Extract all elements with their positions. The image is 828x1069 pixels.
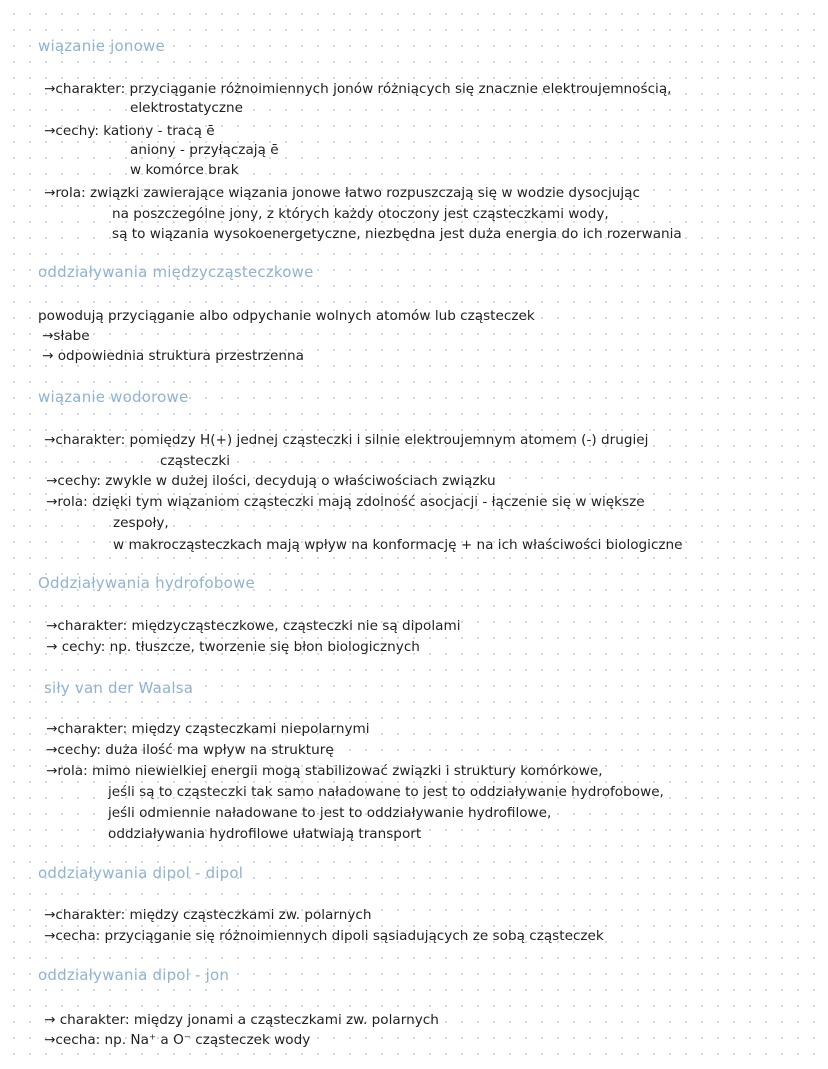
text-line: →cechy: duża ilość ma wpływ na strukturę bbox=[46, 742, 334, 758]
text-line: jeśli odmiennie naładowane to jest to oddziaływanie hydrofilowe, bbox=[108, 805, 552, 821]
text-line: →cecha: np. Na⁺ a O⁻ cząsteczek wody bbox=[44, 1032, 311, 1048]
heading-wiazanie-wodorowe: wiązanie wodorowe bbox=[38, 388, 189, 406]
text-line: →charakter: między cząsteczkami niepolarnymi bbox=[46, 721, 370, 737]
text-line: → odpowiednia struktura przestrzenna bbox=[42, 348, 304, 364]
text-line: →charakter: międzycząsteczkowe, cząsteczki nie są dipolami bbox=[46, 618, 461, 634]
text-line: powodują przyciąganie albo odpychanie wolnych atomów lub cząsteczek bbox=[38, 308, 535, 324]
heading-oddzialywania-hydrofobowe: Oddziaływania hydrofobowe bbox=[38, 574, 255, 592]
text-line: w komórce brak bbox=[130, 162, 239, 178]
heading-oddzialywania-miedzyczasteczkowe: oddziaływania międzycząsteczkowe bbox=[38, 263, 314, 281]
text-line: oddziaływania hydrofilowe ułatwiają transport bbox=[108, 826, 422, 842]
text-line: w makrocząsteczkach mają wpływ na konformację + na ich właściwości biologiczne bbox=[113, 537, 683, 553]
text-line: →słabe bbox=[42, 328, 90, 344]
text-line: → cechy: np. tłuszcze, tworzenie się błon biologicznych bbox=[46, 639, 420, 655]
text-line: zespoły, bbox=[113, 515, 169, 531]
text-line: jeśli są to cząsteczki tak samo naładowane to jest to oddziaływanie hydrofobowe, bbox=[108, 784, 664, 800]
text-line: cząsteczki bbox=[160, 453, 230, 469]
text-line: →charakter: między cząsteczkami zw. polarnych bbox=[44, 907, 372, 923]
text-line: →cechy: kationy - tracą ē bbox=[44, 123, 215, 139]
text-line: aniony - przyłączają ē bbox=[130, 142, 279, 158]
heading-oddzialywania-dipol-jon: oddziaływania dipol - jon bbox=[38, 966, 230, 984]
text-line: →charakter: przyciąganie różnoimiennych jonów różniących się znacznie elektroujemnością, bbox=[44, 81, 672, 97]
text-line: elektrostatyczne bbox=[130, 100, 244, 116]
text-line: na poszczególne jony, z których każdy otoczony jest cząsteczkami wody, bbox=[112, 206, 609, 222]
heading-oddzialywania-dipol-dipol: oddziaływania dipol - dipol bbox=[38, 864, 244, 882]
heading-wiazanie-jonowe: wiązanie jonowe bbox=[38, 37, 165, 55]
text-line: →rola: mimo niewielkiej energii mogą stabilizować związki i struktury komórkowe, bbox=[46, 763, 603, 779]
text-line: są to wiązania wysokoenergetyczne, niezbędna jest duża energia do ich rozerwania bbox=[112, 226, 682, 242]
text-line: → charakter: między jonami a cząsteczkami zw. polarnych bbox=[44, 1012, 439, 1028]
text-line: →rola: związki zawierające wiązania jonowe łatwo rozpuszczają się w wodzie dysocjując bbox=[44, 185, 640, 201]
text-line: →charakter: pomiędzy H(+) jednej cząsteczki i silnie elektroujemnym atomem (-) drugiej bbox=[44, 432, 649, 448]
heading-sily-van-der-waalsa: siły van der Waalsa bbox=[44, 679, 194, 697]
text-line: →rola: dzięki tym wiązaniom cząsteczki mają zdolność asocjacji - łączenie się w większe bbox=[46, 494, 645, 510]
text-line: →cecha: przyciąganie się różnoimiennych dipoli sąsiadujących ze sobą cząsteczek bbox=[44, 928, 604, 944]
text-line: →cechy: zwykle w dużej ilości, decydują o właściwościach związku bbox=[46, 473, 496, 489]
